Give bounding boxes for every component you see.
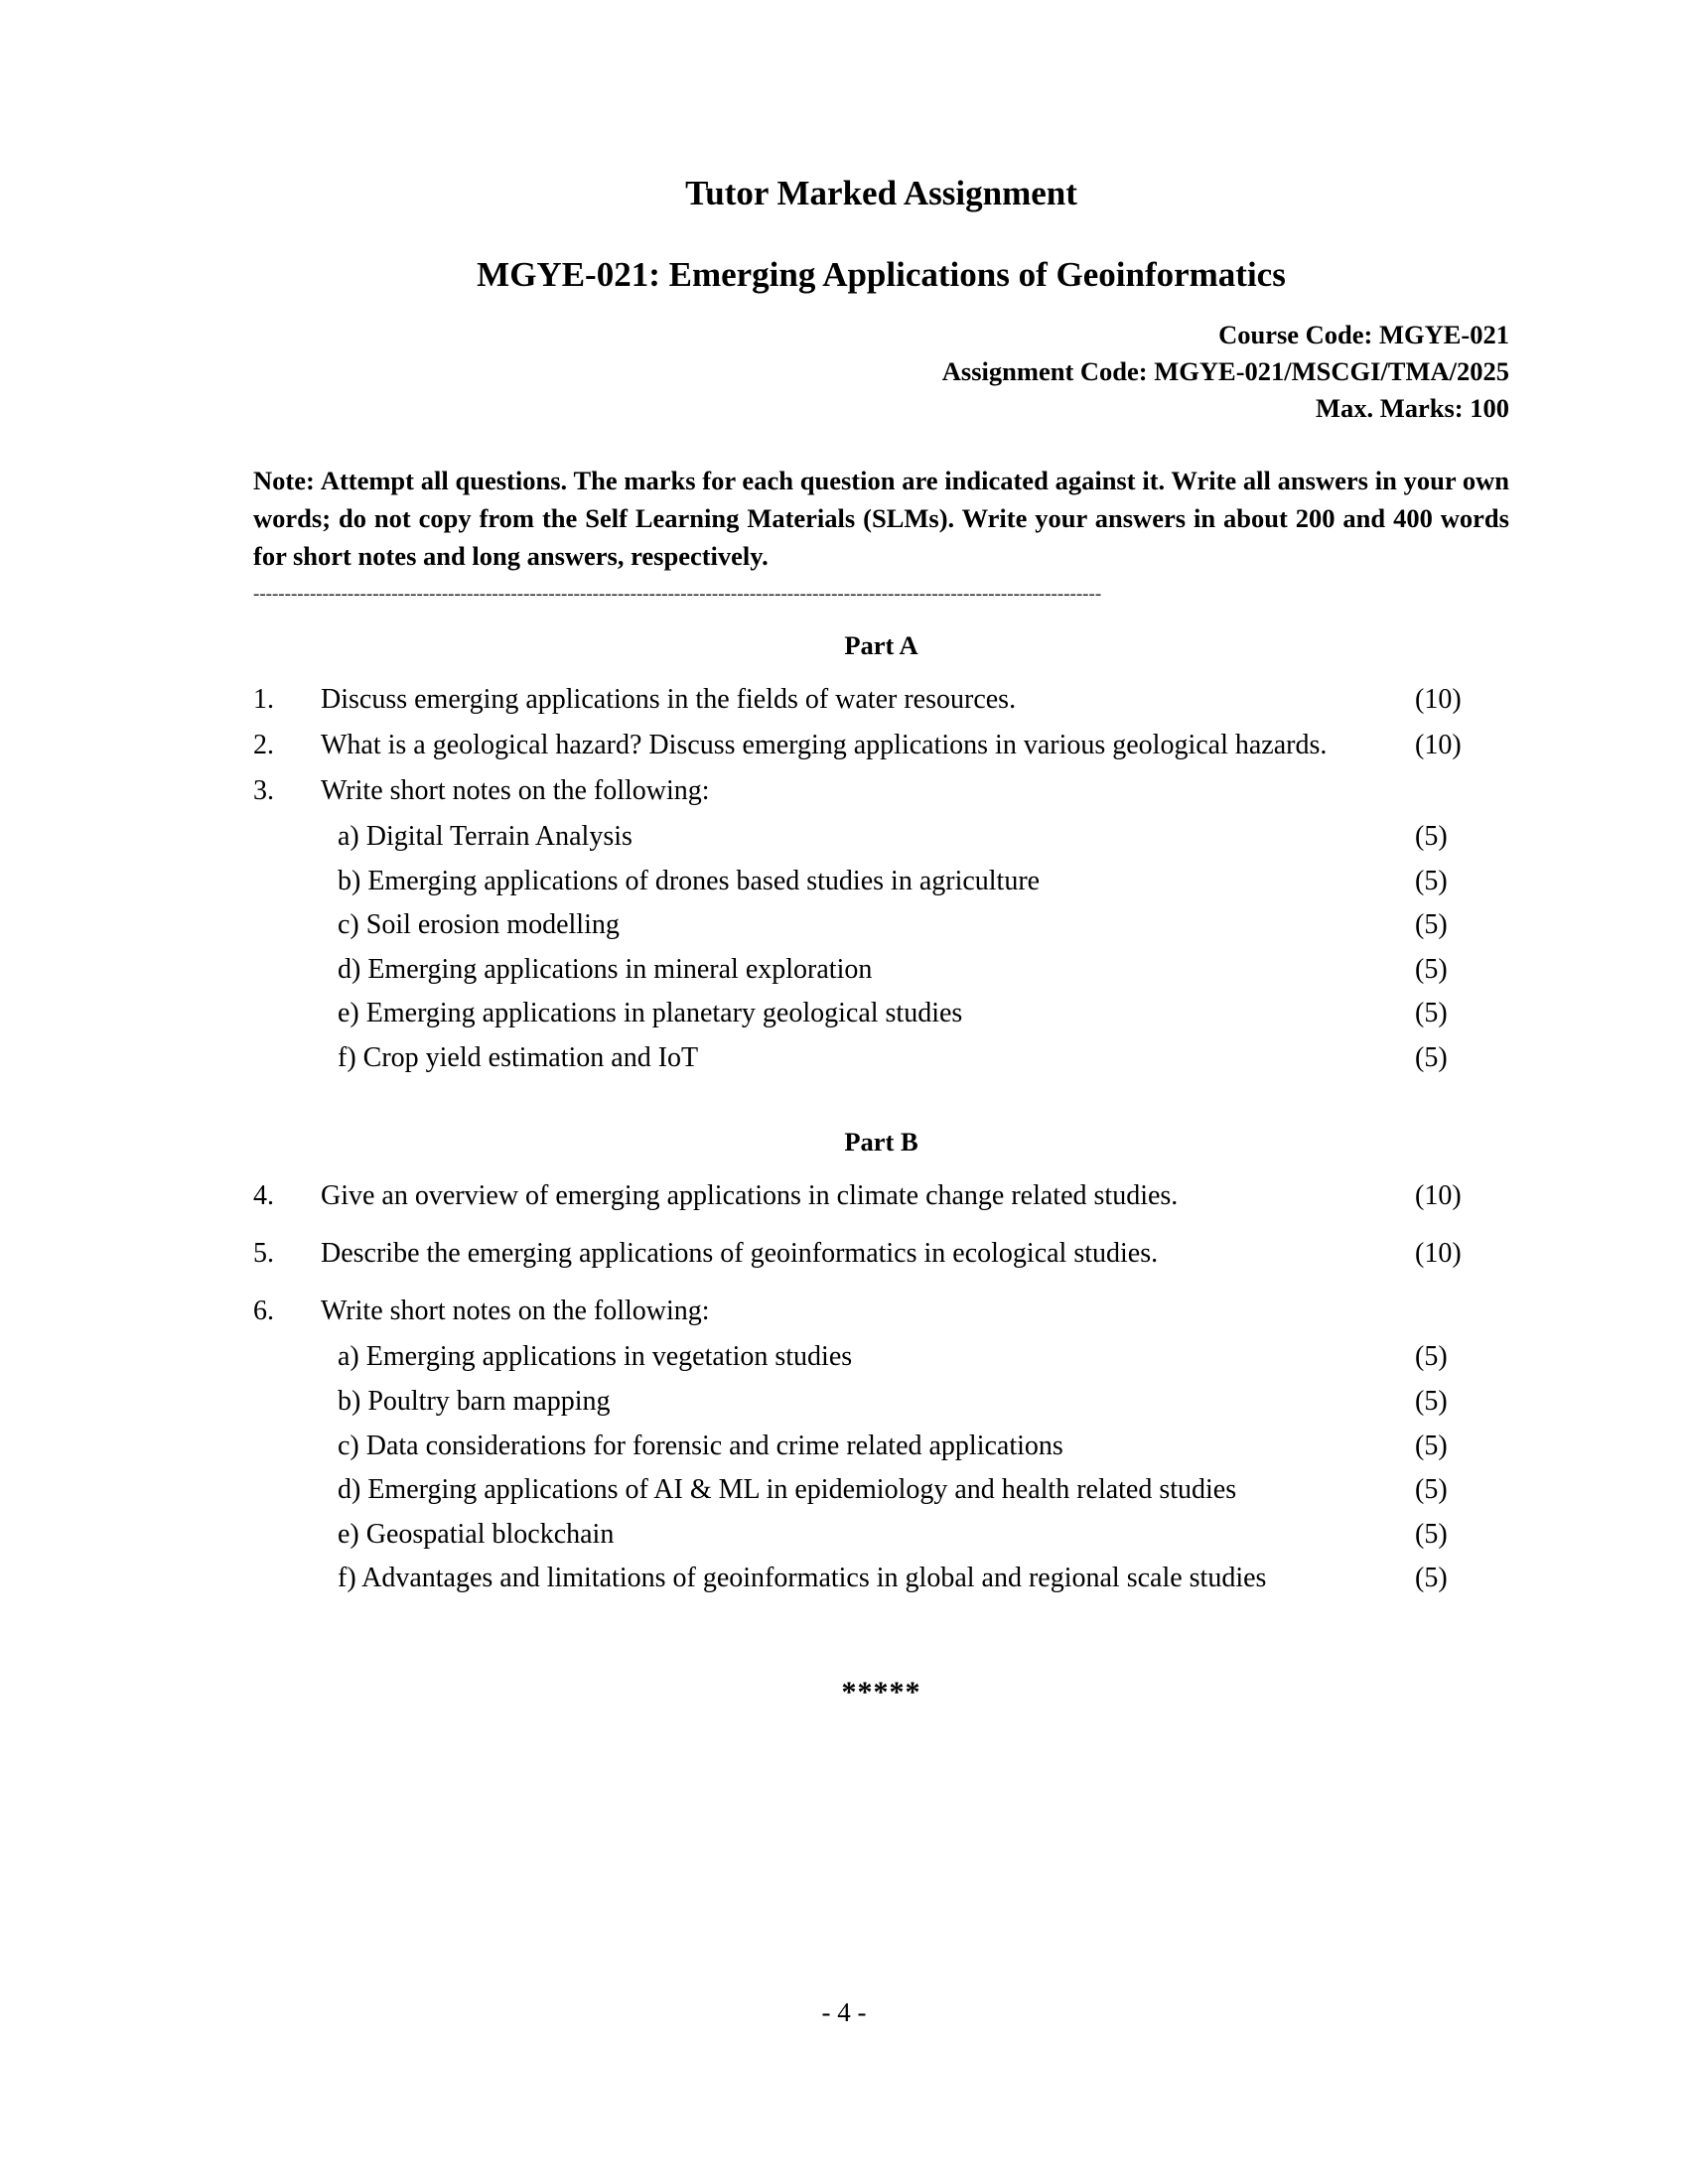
page-content	[253, 0, 1509, 1709]
sub-item-marks: (5)	[1415, 821, 1448, 853]
question-number: 5.	[253, 1238, 274, 1270]
sub-item	[253, 1469, 1509, 1512]
note-paragraph	[253, 463, 1509, 575]
sub-item	[253, 1514, 1509, 1557]
part-a-heading: Part A	[844, 630, 918, 661]
sub-item-label: c) Data considerations for forensic and crime related applications	[338, 1430, 1063, 1461]
sub-item-marks: (5)	[1415, 1041, 1448, 1073]
sub-item-label: b) Emerging applications of drones based studies in agriculture	[338, 865, 1041, 896]
course-title: MGYE-021: Emerging Applications of Geoinformatics	[477, 254, 1286, 294]
max-marks-line: Max. Marks: 100	[1315, 393, 1509, 424]
sub-item	[253, 1426, 1509, 1468]
sub-item	[253, 1381, 1509, 1424]
part-a-section	[253, 630, 1509, 1079]
question-marks: (10)	[1415, 684, 1462, 716]
part-b-heading: Part B	[844, 1127, 918, 1158]
question-number: 1.	[253, 684, 274, 716]
page-number: - 4 -	[821, 1997, 867, 2027]
sub-item	[253, 1037, 1509, 1080]
sub-item-label: e) Geospatial blockchain	[338, 1518, 615, 1550]
sub-item-marks: (5)	[1415, 1341, 1448, 1373]
sub-item-label: b) Poultry barn mapping	[338, 1385, 611, 1417]
sub-item-label: c) Soil erosion modelling	[338, 909, 620, 941]
question-item	[253, 1291, 1509, 1599]
sub-item-label: d) Emerging applications of AI & ML in epidemiology and health related studies	[338, 1474, 1237, 1506]
sub-item	[253, 816, 1509, 859]
page-title: Tutor Marked Assignment	[685, 174, 1077, 212]
assignment-code-line: Assignment Code: MGYE-021/MSCGI/TMA/2025	[941, 356, 1509, 387]
sub-item-label: f) Crop yield estimation and IoT	[338, 1041, 699, 1073]
sub-item-marks: (5)	[1415, 1430, 1448, 1461]
note-label: Note:	[253, 466, 315, 496]
part-b-section	[253, 1127, 1509, 1599]
sub-item-marks: (5)	[1415, 865, 1448, 896]
sub-item-marks: (5)	[1415, 1474, 1448, 1506]
question-item	[253, 679, 1509, 721]
question-text: Discuss emerging applications in the fields of water resources.	[321, 684, 1017, 716]
question-item	[253, 1175, 1509, 1217]
question-item	[253, 770, 1509, 1079]
section-divider: ---------------------------------------------------------------------------------------------------------------------------------------	[253, 585, 1102, 606]
question-marks: (10)	[1415, 730, 1462, 761]
question-number: 2.	[253, 730, 274, 761]
sub-item	[253, 1336, 1509, 1379]
sub-item-marks: (5)	[1415, 909, 1448, 941]
question-number: 3.	[253, 775, 274, 807]
sub-item-marks: (5)	[1415, 953, 1448, 985]
sub-item-label: f) Advantages and limitations of geoinformatics in global and regional scale studies	[338, 1563, 1267, 1594]
course-code-line: Course Code: MGYE-021	[1218, 320, 1509, 349]
question-text: Write short notes on the following:	[321, 775, 710, 807]
question-text: What is a geological hazard? Discuss emerging applications in various geological hazards.	[321, 730, 1328, 761]
sub-item-label: d) Emerging applications in mineral exploration	[338, 953, 873, 985]
sub-item-label: a) Digital Terrain Analysis	[338, 821, 633, 853]
question-text: Describe the emerging applications of geoinformatics in ecological studies.	[321, 1238, 1159, 1270]
sub-item-marks: (5)	[1415, 1385, 1448, 1417]
question-item	[253, 725, 1509, 766]
sub-item-label: e) Emerging applications in planetary geological studies	[338, 998, 963, 1029]
end-marker: *****	[841, 1675, 921, 1708]
course-meta-block	[253, 317, 1509, 427]
question-number: 4.	[253, 1180, 274, 1212]
sub-item-marks: (5)	[1415, 1518, 1448, 1550]
sub-item	[253, 904, 1509, 947]
sub-item	[253, 949, 1509, 992]
note-text: Attempt all questions. The marks for each question are indicated against it. Write all answers in your own words; do not copy from the Self Learning Materials (SLMs). Write your answers in about 200 and 400 words for short notes and long answers, respectively.	[253, 466, 1509, 571]
question-marks: (10)	[1415, 1180, 1462, 1212]
sub-item-marks: (5)	[1415, 1563, 1448, 1594]
sub-item	[253, 993, 1509, 1035]
question-marks: (10)	[1415, 1238, 1462, 1270]
sub-item-label: a) Emerging applications in vegetation studies	[338, 1341, 853, 1373]
question-text: Write short notes on the following:	[321, 1296, 710, 1327]
sub-item-marks: (5)	[1415, 998, 1448, 1029]
sub-item	[253, 1558, 1509, 1600]
question-text: Give an overview of emerging applications in climate change related studies.	[321, 1180, 1179, 1212]
question-item	[253, 1233, 1509, 1275]
sub-item	[253, 861, 1509, 903]
question-number: 6.	[253, 1296, 274, 1327]
